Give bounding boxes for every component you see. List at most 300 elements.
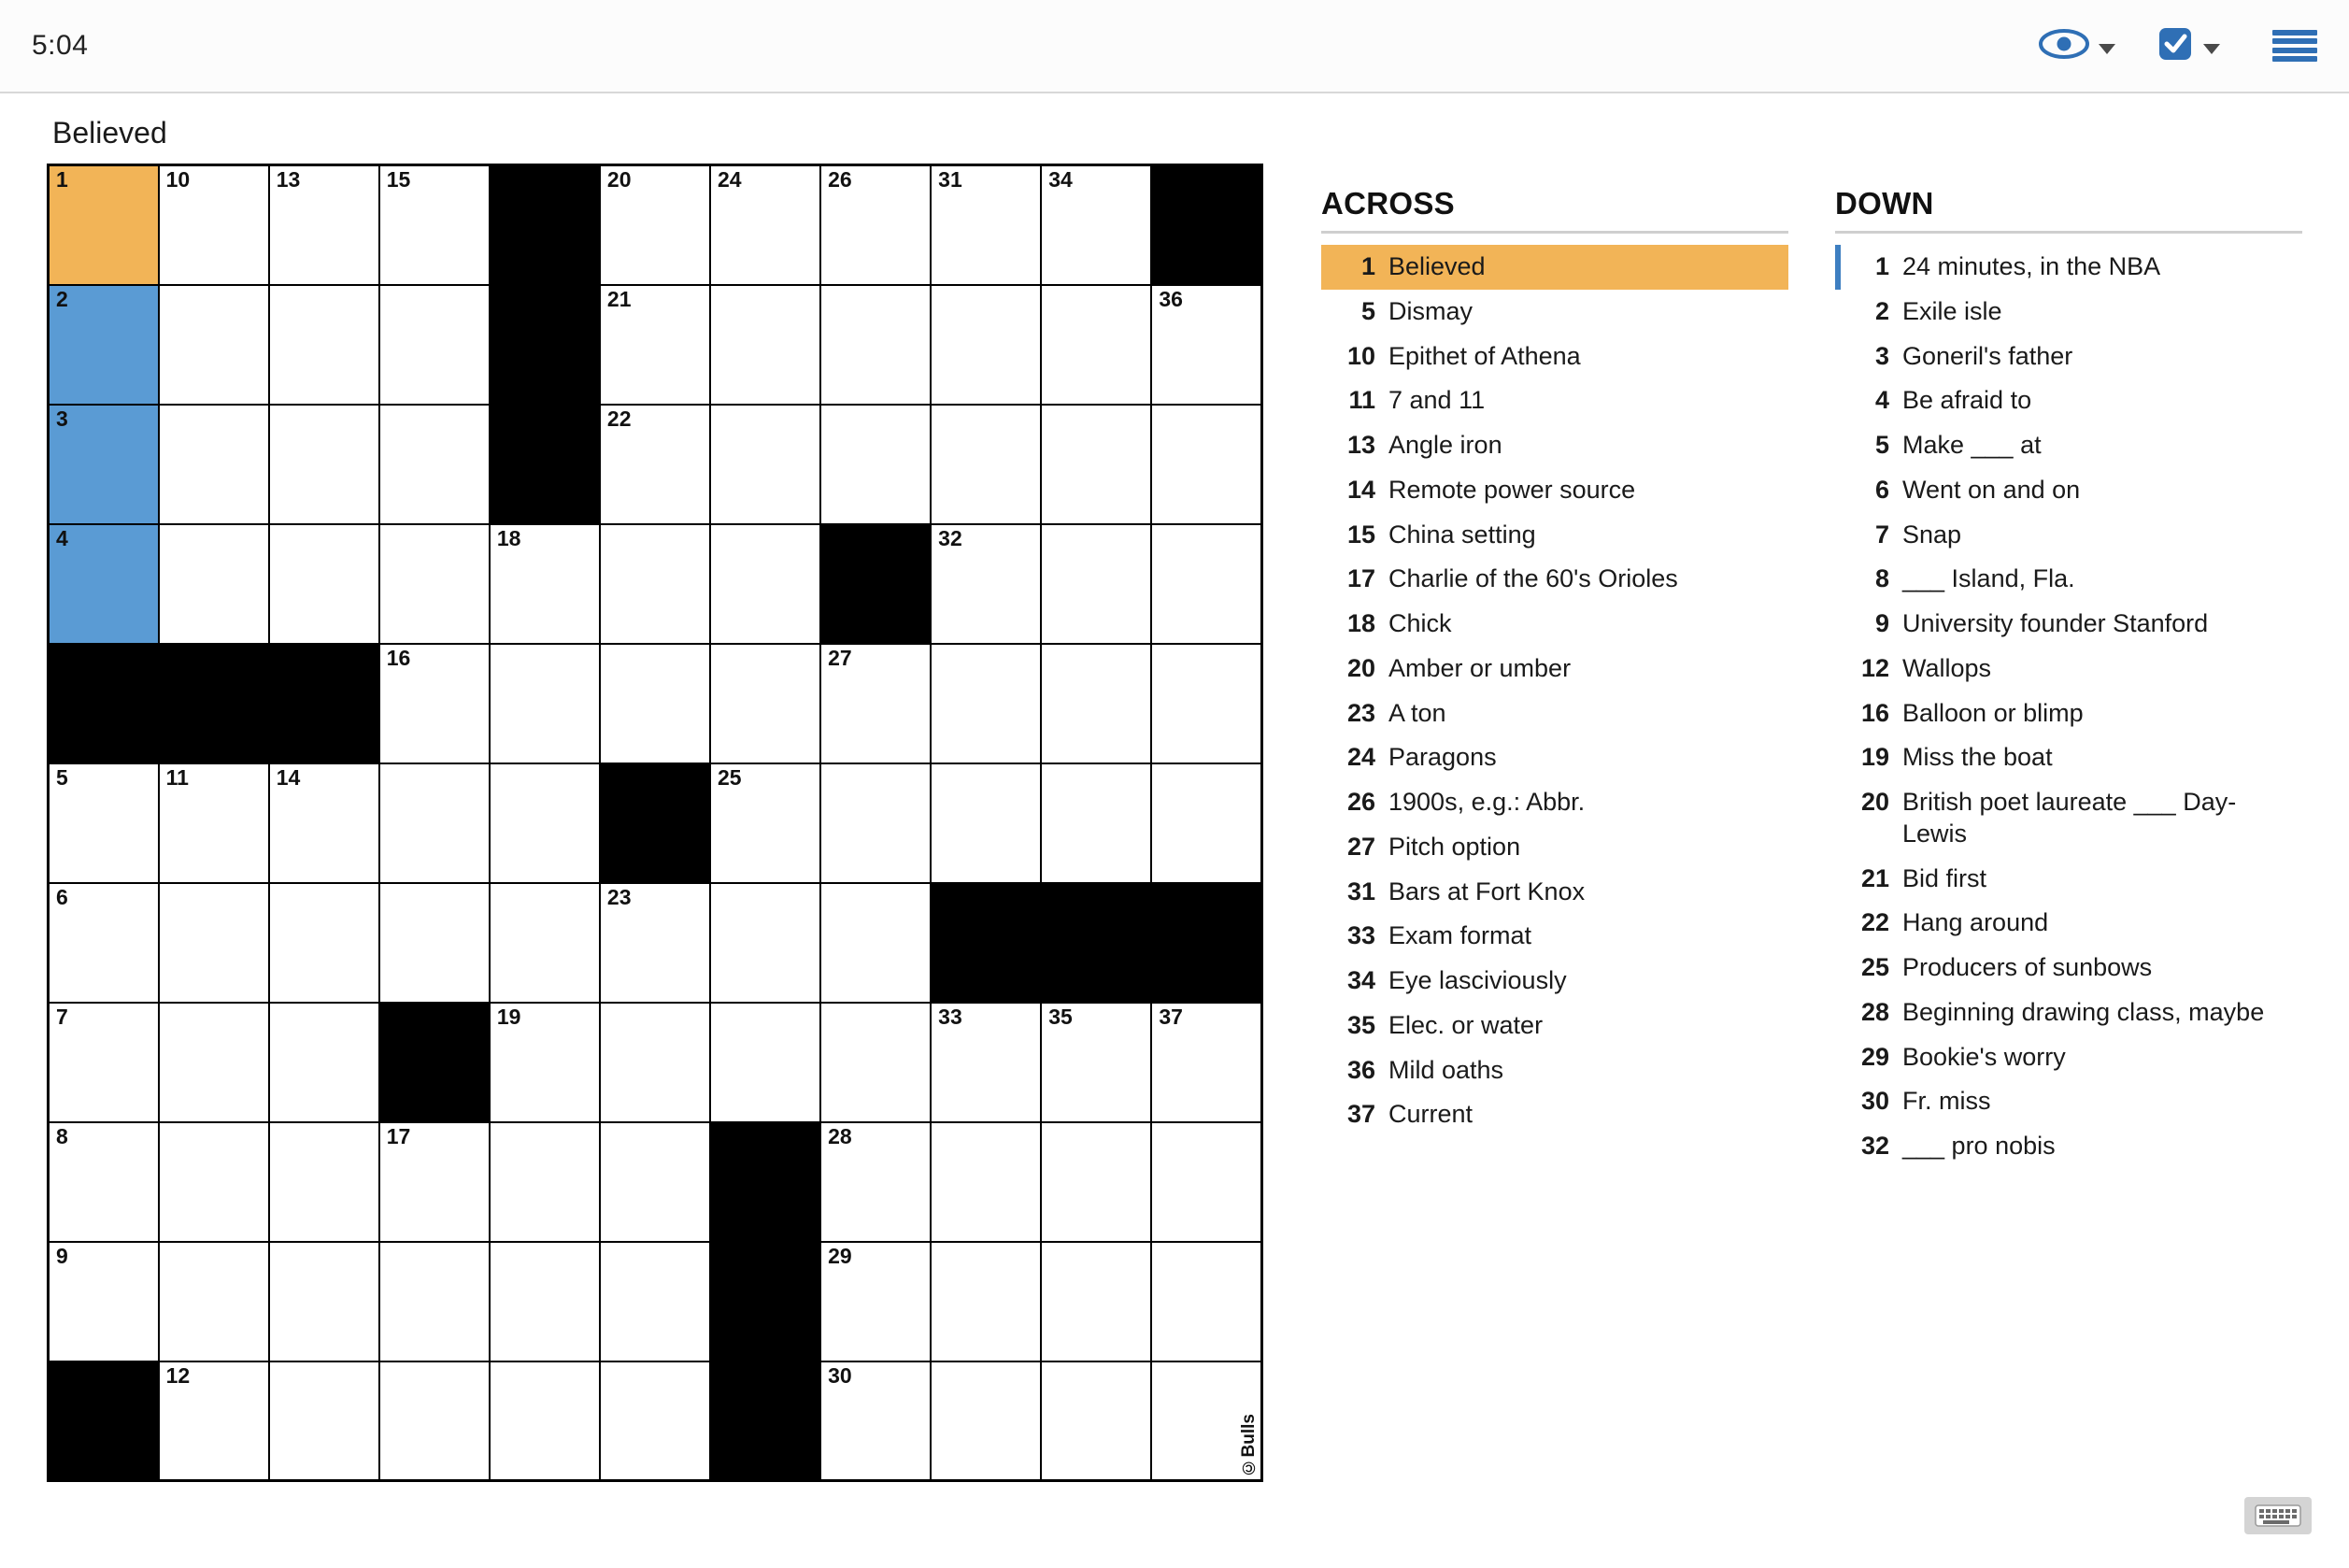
grid-cell-number: 19 [496,1004,521,1029]
grid-cell[interactable] [1041,763,1151,883]
grid-cell[interactable] [159,1122,269,1242]
grid-cell[interactable] [159,763,269,883]
clue-text: Make ___ at [1902,431,2042,459]
clue-item-across-23[interactable] [1321,691,1788,736]
grid-cell[interactable] [49,285,159,405]
clue-text: 1900s, e.g.: Abbr. [1388,788,1586,816]
grid-cell[interactable] [379,165,490,285]
grid-cell-block [710,1122,820,1242]
clue-number: 12 [1860,653,1889,682]
grid-cell-block [931,883,1041,1003]
clue-number: 6 [1874,475,1889,504]
clue-text: Bars at Fort Knox [1388,877,1586,905]
clue-item-across-18[interactable] [1321,602,1788,647]
clue-text: Beginning drawing class, maybe [1902,997,2265,1026]
clue-item-across-33[interactable] [1321,914,1788,959]
grid-cell[interactable] [820,763,931,883]
grid-cell[interactable] [490,763,600,883]
grid-cell[interactable] [931,1361,1041,1481]
clue-number: 37 [1346,1100,1375,1129]
grid-cell-number: 3 [56,406,68,431]
grid-cell-number: 23 [606,884,632,909]
grid-cell-block [710,1242,820,1361]
grid-cell[interactable] [490,1242,600,1361]
crossword-grid[interactable] [47,164,1263,1482]
grid-cell[interactable] [49,1122,159,1242]
grid-cell[interactable] [710,285,820,405]
grid-cell-number: 33 [938,1004,962,1029]
clue-text: Snap [1902,520,1962,549]
grid-cell[interactable] [600,883,710,1003]
clue-text: Bid first [1902,863,1987,892]
grid-cell[interactable] [600,285,710,405]
grid-cell-number: 15 [386,167,411,192]
grid-cell[interactable] [49,1242,159,1361]
clue-item-down-12[interactable] [1835,647,2302,691]
grid-cell[interactable] [710,1003,820,1122]
clue-number: 19 [1860,743,1889,772]
clue-item-across-35[interactable] [1321,1004,1788,1048]
clue-text: Chick [1388,609,1452,637]
clue-text: China setting [1388,520,1536,549]
grid-cell[interactable] [269,405,379,524]
grid-cell[interactable] [600,1242,710,1361]
grid-cell[interactable] [379,883,490,1003]
clue-text: Bookie's worry [1902,1042,2066,1071]
grid-cell-number: 24 [718,167,742,192]
clue-item-down-1[interactable] [1835,245,2302,290]
clue-number: 15 [1346,520,1375,549]
clue-text: Exile isle [1902,296,2002,325]
grid-cell[interactable] [1041,1361,1151,1481]
clue-text: Wallops [1902,653,1992,682]
chevron-down-icon [2099,44,2115,54]
grid-cell[interactable] [159,405,269,524]
grid-cell-block [490,165,600,285]
across-clue-list [1321,245,1788,1137]
grid-cell[interactable] [49,405,159,524]
grid-cell[interactable] [159,883,269,1003]
grid-cell[interactable] [931,405,1041,524]
clue-text: Pitch option [1388,832,1521,861]
clue-number: 24 [1346,743,1375,772]
grid-cell[interactable] [49,165,159,285]
grid-cell[interactable] [600,405,710,524]
clue-number: 11 [1348,386,1375,415]
grid-cell[interactable] [269,763,379,883]
clue-number: 34 [1346,966,1375,994]
grid-cell[interactable] [269,1122,379,1242]
clue-number: 23 [1346,698,1375,727]
clue-number: 5 [1874,431,1889,459]
grid-row [49,644,1262,763]
grid-cell[interactable] [710,165,820,285]
clue-text: Dismay [1388,296,1473,325]
grid-cell[interactable] [820,1003,931,1122]
grid-cell[interactable] [931,524,1041,644]
clue-item-down-29[interactable] [1835,1035,2302,1080]
clue-number: 25 [1860,953,1889,981]
clue-text: Balloon or blimp [1902,698,2084,727]
grid-cell[interactable] [820,1242,931,1361]
clue-text: Amber or umber [1388,653,1572,682]
clue-text: Fr. miss [1902,1087,1991,1116]
grid-cell-block [820,524,931,644]
top-bar [0,0,2349,93]
clue-item-across-11[interactable] [1321,378,1788,423]
grid-cell[interactable] [820,165,931,285]
clue-number: 7 [1874,520,1889,549]
clue-item-down-8[interactable] [1835,557,2302,602]
grid-cell[interactable] [159,285,269,405]
clue-item-across-36[interactable] [1321,1048,1788,1093]
clue-number: 22 [1860,908,1889,937]
clue-item-across-31[interactable] [1321,870,1788,915]
grid-cell[interactable] [159,1242,269,1361]
grid-cell[interactable] [710,644,820,763]
clue-number: 20 [1346,653,1375,682]
grid-cell-block [490,285,600,405]
grid-cell[interactable] [49,883,159,1003]
grid-cell[interactable] [379,1242,490,1361]
grid-cell[interactable] [931,644,1041,763]
grid-cell[interactable] [490,1003,600,1122]
across-column [1321,186,1788,1169]
grid-cell[interactable] [1041,285,1151,405]
grid-cell[interactable] [820,1122,931,1242]
clue-item-down-6[interactable] [1835,468,2302,513]
grid-cell[interactable] [820,285,931,405]
clue-item-down-3[interactable] [1835,335,2302,379]
clue-item-across-26[interactable] [1321,780,1788,825]
grid-row [49,1242,1262,1361]
clue-number: 1 [1874,252,1889,280]
grid-cell[interactable] [1151,1242,1261,1361]
grid-cell[interactable] [379,405,490,524]
grid-cell[interactable] [710,763,820,883]
clue-number: 35 [1346,1010,1375,1039]
grid-cell-number: 21 [606,286,632,311]
grid-cell[interactable] [490,644,600,763]
clue-item-across-13[interactable] [1321,423,1788,468]
clue-number: 21 [1860,863,1889,892]
keyboard-icon [2255,1503,2301,1529]
grid-row [49,1361,1262,1481]
chevron-down-icon [2203,44,2220,54]
grid-cell[interactable] [1041,1003,1151,1122]
grid-cell[interactable] [1041,524,1151,644]
clue-number: 3 [1874,341,1889,370]
clue-number: 30 [1860,1087,1889,1116]
clue-number: 4 [1874,386,1889,415]
grid-cell[interactable] [1041,1122,1151,1242]
clue-item-across-20[interactable] [1321,647,1788,691]
clue-item-across-10[interactable] [1321,335,1788,379]
clue-text: Miss the boat [1902,743,2053,772]
grid-cell-block [49,644,159,763]
clue-text: Producers of sunbows [1902,953,2153,981]
grid-cell-number: 8 [56,1123,68,1148]
grid-cell[interactable] [1151,524,1261,644]
clue-text: British poet laureate ___ Day-Lewis [1902,788,2237,848]
grid-cell[interactable] [269,1003,379,1122]
clue-number: 10 [1346,341,1375,370]
clue-item-across-37[interactable] [1321,1092,1788,1137]
check-menu-button[interactable] [2157,25,2220,67]
grid-cell[interactable] [379,285,490,405]
grid-cell[interactable] [1041,165,1151,285]
grid-cell[interactable] [820,405,931,524]
grid-cell-number: 11 [165,764,189,790]
clue-number: 27 [1346,832,1375,861]
grid-cell[interactable] [600,1003,710,1122]
clue-text: Exam format [1388,921,1532,950]
grid-cell-number: 4 [56,525,68,550]
clue-number: 8 [1874,564,1889,593]
clue-item-down-21[interactable] [1835,857,2302,902]
clue-item-across-1[interactable] [1321,245,1788,290]
grid-cell-number: 34 [1048,167,1073,192]
grid-cell-number: 29 [828,1243,852,1268]
grid-cell-number: 18 [496,525,521,550]
grid-cell[interactable] [379,644,490,763]
clue-item-down-9[interactable] [1835,602,2302,647]
grid-cell[interactable] [49,763,159,883]
clue-number: 13 [1346,431,1375,459]
grid-cell[interactable] [710,524,820,644]
grid-cell[interactable] [269,524,379,644]
grid-cell[interactable] [490,1361,600,1481]
grid-row [49,883,1262,1003]
clue-text: Believed [1388,252,1486,280]
grid-cell[interactable] [1041,405,1151,524]
clue-text: Epithet of Athena [1388,341,1581,370]
clue-text: Remote power source [1388,475,1636,504]
grid-row [49,1122,1262,1242]
clue-text: Paragons [1388,743,1497,772]
grid-cell[interactable] [931,763,1041,883]
clue-item-across-34[interactable] [1321,959,1788,1004]
grid-cell[interactable] [49,524,159,644]
clue-item-down-25[interactable] [1835,946,2302,991]
grid-cell[interactable] [269,1242,379,1361]
grid-cell[interactable] [1151,763,1261,883]
clue-number: 5 [1360,296,1375,325]
clue-item-down-7[interactable] [1835,513,2302,558]
clue-text: Current [1388,1100,1473,1129]
clue-item-across-15[interactable] [1321,513,1788,558]
reveal-menu-button[interactable] [2039,28,2115,64]
grid-cell[interactable] [269,165,379,285]
grid-cell-number: 27 [828,645,852,670]
clue-item-down-32[interactable] [1835,1124,2302,1169]
grid-cell-block [379,1003,490,1122]
clue-number: 18 [1346,609,1375,637]
grid-cell[interactable] [159,165,269,285]
grid-cell[interactable] [159,1361,269,1481]
grid-row [49,524,1262,644]
clue-number: 2 [1874,296,1889,325]
clue-number: 9 [1874,609,1889,637]
grid-cell-number: 25 [718,764,742,790]
grid-cell[interactable] [269,1361,379,1481]
timer: 5:04 [32,30,89,61]
grid-cell-number: 31 [938,167,962,192]
clue-text: University founder Stanford [1902,609,2209,637]
grid-cell[interactable] [600,1122,710,1242]
clue-number: 36 [1346,1055,1375,1084]
grid-cell[interactable] [379,1361,490,1481]
grid-row [49,763,1262,883]
grid-cell[interactable] [159,524,269,644]
current-clue-banner: Believed [52,116,167,150]
grid-cell[interactable] [600,524,710,644]
clue-number: 31 [1346,877,1375,905]
grid-cell[interactable] [490,1122,600,1242]
clue-text: 7 and 11 [1388,386,1486,415]
clue-text: Hang around [1902,908,2049,937]
clue-text: Be afraid to [1902,386,2032,415]
clue-number: 14 [1346,475,1375,504]
grid-cell-block [1041,883,1151,1003]
grid-cell[interactable] [931,1242,1041,1361]
grid-cell-number: 35 [1048,1004,1073,1029]
grid-cell-block [49,1361,159,1481]
grid-cell-number: 37 [1159,1004,1183,1029]
keyboard-toggle-button[interactable] [2244,1497,2312,1534]
down-heading: DOWN [1835,186,2302,234]
grid-cell[interactable] [1041,644,1151,763]
clue-item-across-14[interactable] [1321,468,1788,513]
grid-cell[interactable] [931,285,1041,405]
clue-number: 32 [1860,1132,1889,1160]
main-content [0,164,2349,1482]
grid-row [49,1003,1262,1122]
clue-item-down-4[interactable] [1835,378,2302,423]
copyright-label: ©Bulls [1239,1413,1259,1476]
grid-cell[interactable] [710,405,820,524]
clue-item-down-30[interactable] [1835,1079,2302,1124]
grid-cell[interactable] [710,883,820,1003]
grid-cell[interactable] [1151,1003,1261,1122]
grid-cell[interactable] [379,763,490,883]
grid-cell[interactable] [379,524,490,644]
hamburger-menu-icon[interactable] [2272,30,2317,62]
grid-cell[interactable] [1041,1242,1151,1361]
grid-cell[interactable] [820,644,931,763]
clue-item-across-27[interactable] [1321,825,1788,870]
clue-number: 33 [1346,921,1375,950]
grid-cell[interactable] [600,644,710,763]
grid-cell[interactable] [490,524,600,644]
clue-item-down-20[interactable] [1835,780,2302,857]
clue-item-down-5[interactable] [1835,423,2302,468]
grid-cell[interactable] [931,1122,1041,1242]
clue-item-across-5[interactable] [1321,290,1788,335]
clue-text: A ton [1388,698,1446,727]
clue-item-down-16[interactable] [1835,691,2302,736]
grid-cell[interactable] [600,165,710,285]
grid-cell[interactable] [1151,1122,1261,1242]
clue-text: Mild oaths [1388,1055,1504,1084]
grid-cell-number: 10 [165,167,191,192]
clue-text: ___ Island, Fla. [1902,564,2075,593]
clue-text: Goneril's father [1902,341,2073,370]
grid-row [49,165,1262,285]
grid-cell-number: 14 [276,764,301,790]
grid-cell-block [159,644,269,763]
grid-cell[interactable] [931,1003,1041,1122]
clue-number: 16 [1860,698,1889,727]
clue-text: Charlie of the 60's Orioles [1388,564,1678,593]
grid-cell[interactable] [1151,644,1261,763]
clue-item-down-2[interactable] [1835,290,2302,335]
grid-cell-block [710,1361,820,1481]
clue-text: Went on and on [1902,475,2081,504]
grid-cell-block [490,405,600,524]
grid-cell-block [1151,165,1261,285]
grid-cell-block [600,763,710,883]
grid-cell[interactable] [379,1122,490,1242]
grid-cell-number: 1 [56,167,68,192]
clue-text: 24 minutes, in the NBA [1902,252,2161,280]
grid-cell[interactable] [820,1361,931,1481]
across-heading: ACROSS [1321,186,1788,234]
grid-cell-number: 2 [56,286,68,311]
clue-panel [1321,164,2349,1169]
grid-cell-block [1151,883,1261,1003]
clue-number: 26 [1346,788,1375,816]
grid-cell-number: 20 [606,167,632,192]
grid-cell-block [269,644,379,763]
check-circle-icon [2157,25,2194,67]
grid-cell[interactable] [931,165,1041,285]
grid-cell-number: 30 [828,1362,852,1388]
grid-cell[interactable] [1151,405,1261,524]
clue-item-down-22[interactable] [1835,901,2302,946]
grid-cell[interactable] [600,1361,710,1481]
clue-number: 29 [1860,1042,1889,1071]
clue-item-across-17[interactable] [1321,557,1788,602]
grid-cell-number: 12 [165,1362,191,1388]
grid-cell[interactable] [49,1003,159,1122]
grid-cell[interactable] [820,883,931,1003]
grid-cell-number: 22 [606,406,632,431]
grid-cell[interactable] [1151,285,1261,405]
grid-cell-number: 36 [1159,286,1183,311]
grid-cell-number: 7 [56,1004,68,1029]
grid-cell-number: 28 [828,1123,852,1148]
grid-cell[interactable] [490,883,600,1003]
clue-text: Eye lasciviously [1388,966,1567,994]
clue-number: 1 [1360,252,1375,280]
grid-cell[interactable] [159,1003,269,1122]
grid-cell-number: 5 [56,764,68,790]
clue-item-down-28[interactable] [1835,991,2302,1035]
grid-cell-number: 26 [828,167,852,192]
eye-icon [2039,28,2089,64]
grid-cell-number: 6 [56,884,68,909]
down-clue-list [1835,245,2302,1169]
grid-cell-number: 9 [56,1243,68,1268]
clue-item-across-24[interactable] [1321,735,1788,780]
grid-cell-number: 32 [938,525,962,550]
grid-cell[interactable] [269,285,379,405]
clue-item-down-19[interactable] [1835,735,2302,780]
grid-cell-number: 13 [276,167,301,192]
grid-cell[interactable] [269,883,379,1003]
grid-row [49,285,1262,405]
